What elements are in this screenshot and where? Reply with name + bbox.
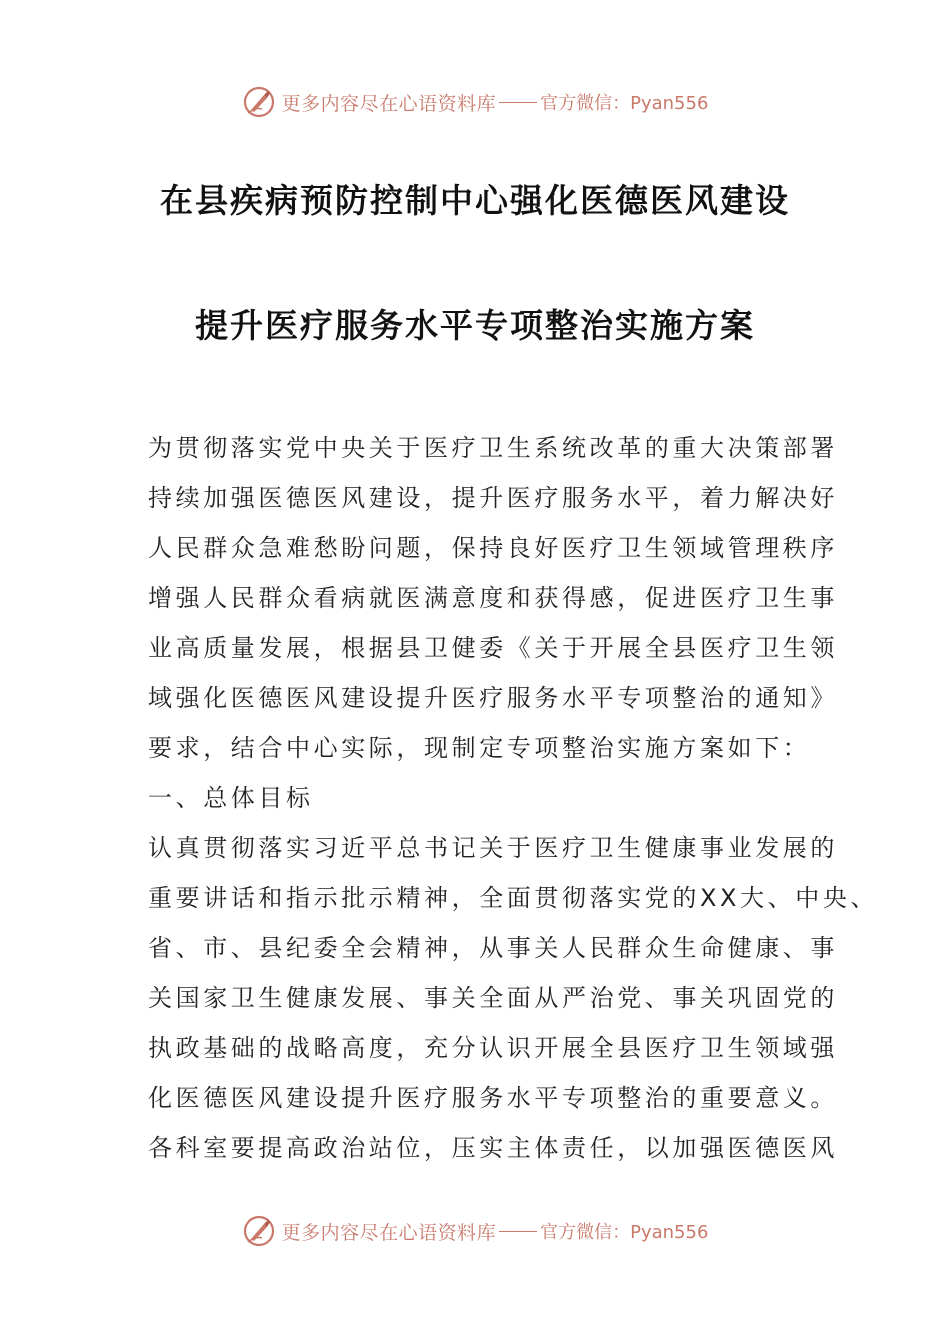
body-line: 各科室要提高政治站位，压实主体责任，以加强医德医风 bbox=[148, 1134, 838, 1162]
body-line: 关国家卫生健康发展、事关全面从严治党、事关巩固党的 bbox=[148, 984, 838, 1012]
body-line: 执政基础的战略高度，充分认识开展全县医疗卫生领域强 bbox=[148, 1034, 838, 1062]
body-line: 为贯彻落实党中央关于医疗卫生系统改革的重大决策部署 bbox=[148, 434, 838, 462]
document-body bbox=[148, 423, 879, 1173]
watermark-separator bbox=[499, 1231, 537, 1232]
section-heading: 一、总体目标 bbox=[148, 784, 314, 812]
body-line: 要求，结合中心实际，现制定专项整治实施方案如下： bbox=[148, 734, 811, 762]
watermark-contact: 官方微信：Pyan556 bbox=[540, 93, 709, 114]
body-line: 认真贯彻落实习近平总书记关于医疗卫生健康事业发展的 bbox=[148, 834, 838, 862]
watermark-text: 更多内容尽在心语资料库 bbox=[281, 1221, 497, 1244]
body-line: 增强人民群众看病就医满意度和获得感，促进医疗卫生事 bbox=[148, 584, 838, 612]
watermark-header bbox=[0, 82, 950, 122]
body-line: 省、市、县纪委全会精神，从事关人民群众生命健康、事 bbox=[148, 934, 838, 962]
watermark-separator bbox=[499, 102, 537, 103]
watermark-footer bbox=[0, 1211, 950, 1251]
document-title-line-2: 提升医疗服务水平专项整治实施方案 bbox=[195, 306, 755, 345]
body-line: 持续加强医德医风建设，提升医疗服务水平，着力解决好 bbox=[148, 484, 838, 512]
body-line: 人民群众急难愁盼问题，保持良好医疗卫生领域管理秩序 bbox=[148, 534, 838, 562]
document-title-line-1: 在县疾病预防控制中心强化医德医风建设 bbox=[160, 181, 790, 220]
body-line: 化医德医风建设提升医疗服务水平专项整治的重要意义。 bbox=[148, 1084, 838, 1112]
pen-logo-icon bbox=[242, 85, 276, 119]
pen-logo-icon bbox=[242, 1214, 276, 1248]
body-line: 业高质量发展，根据县卫健委《关于开展全县医疗卫生领 bbox=[148, 634, 838, 662]
body-line: 重要讲话和指示批示精神，全面贯彻落实党的XX大、中央、 bbox=[148, 884, 879, 912]
body-line: 域强化医德医风建设提升医疗服务水平专项整治的通知》 bbox=[148, 684, 838, 712]
watermark-text: 更多内容尽在心语资料库 bbox=[281, 92, 497, 115]
watermark-contact: 官方微信：Pyan556 bbox=[540, 1222, 709, 1243]
